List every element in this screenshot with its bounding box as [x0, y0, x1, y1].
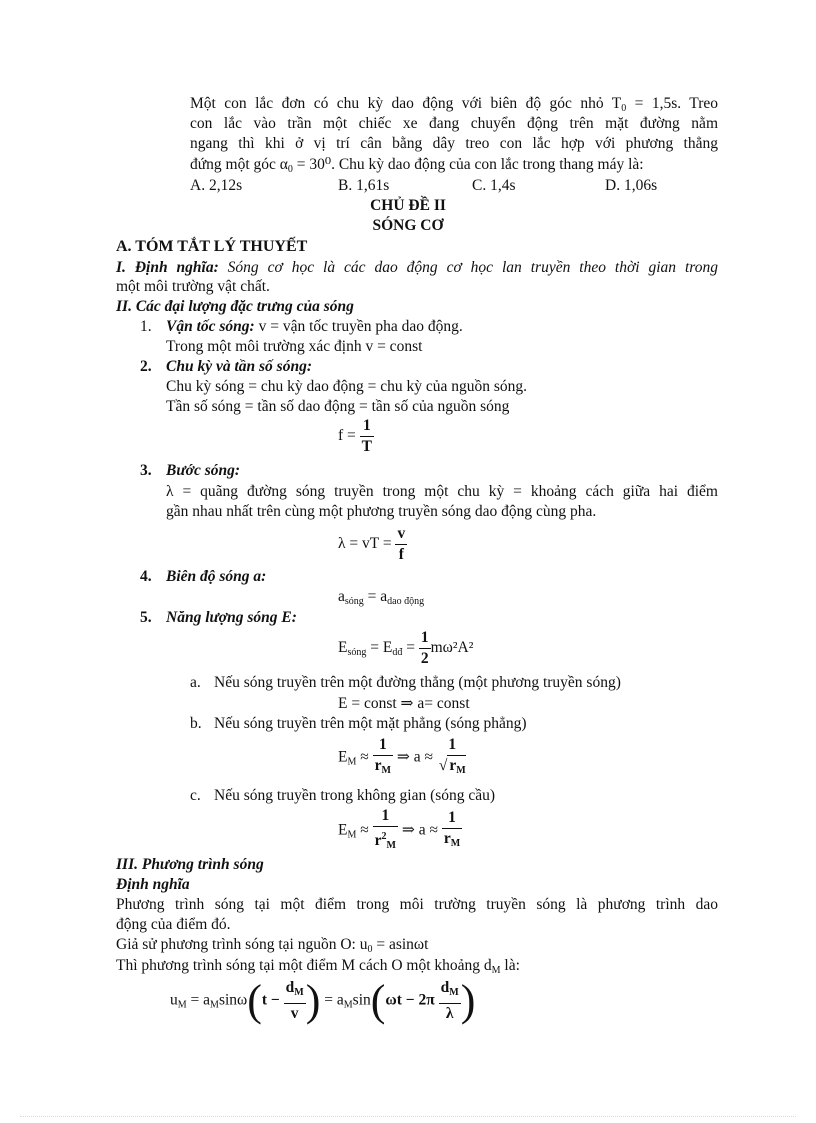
item-2 — [140, 357, 312, 377]
section-3-line-4-end: là: — [500, 957, 520, 974]
freq-denominator: T — [361, 438, 372, 455]
wave-num-2 — [439, 978, 461, 1003]
case-b-sqrt — [447, 755, 465, 781]
left-paren-1: ( — [247, 976, 262, 1025]
freq-numerator: 1 — [362, 417, 371, 434]
wavelength-fraction — [395, 524, 407, 565]
case-b-num-2: 1 — [448, 736, 457, 753]
case-c-r2-sub: M — [450, 838, 461, 849]
case-b-den-1 — [373, 755, 393, 781]
case-b-den-2: √ $r_M$ — [437, 755, 468, 781]
option-a: A. 2,12s — [190, 177, 243, 194]
case-c-den-2 — [442, 828, 462, 854]
wave-den-2: λ — [439, 1003, 461, 1024]
freq-fraction — [360, 416, 374, 457]
energy-equation — [338, 628, 473, 669]
definition-heading: I. Định nghĩa: — [116, 259, 219, 276]
chapter-title: CHỦ ĐỀ II — [370, 197, 446, 214]
wave-eq-a: = a — [186, 991, 211, 1009]
intro-line-3: ngang thì khi ở vị trí cân bằng dây treo con lắc hợp với phương thẳng — [190, 135, 718, 152]
section-3-line-4-text: Thì phương trình sóng tại một điểm M cách O một khoảng d — [116, 957, 492, 974]
case-b-r: r — [374, 757, 382, 774]
item-2-line-1: Chu kỳ sóng = chu kỳ dao động = chu kỳ của nguồn sóng. — [166, 378, 528, 395]
case-c-r-sup: 2 — [381, 831, 387, 842]
t0-subscript: 0 — [621, 103, 627, 114]
case-c-r: r — [374, 832, 382, 849]
wave-d-2-sub: M — [449, 987, 459, 998]
amp-lhs-sub: sóng — [344, 596, 364, 607]
case-c-E: E — [338, 821, 348, 839]
energy-denominator: 2 — [420, 650, 429, 667]
section-3-line-3-end: = asinωt — [372, 936, 429, 953]
case-b-sqrt-r: r — [449, 757, 457, 774]
case-a — [190, 673, 621, 693]
section-a-heading: A. TÓM TẮT LÝ THUYẾT — [116, 238, 308, 255]
item-1-number: 1. — [140, 318, 152, 335]
item-5-number: 5. — [140, 609, 152, 626]
case-b-sqrt-sub: M — [456, 765, 466, 776]
case-a-equation: E = const ⇒ a= const — [338, 695, 470, 712]
item-1-line-2: Trong một môi trường xác định v = const — [166, 338, 423, 355]
wavelength-denominator: f — [395, 544, 407, 565]
case-b-num-1: 1 — [378, 736, 387, 753]
energy-fraction — [419, 628, 431, 669]
dm-subscript: M — [491, 965, 501, 976]
item-5-title: Năng lượng sóng E: — [166, 609, 297, 626]
section-2-heading: II. Các đại lượng đặc trưng của sóng — [116, 298, 354, 315]
definition-line-1 — [116, 258, 718, 278]
amp-rhs-sub: dao động — [387, 596, 425, 607]
wave-u-sub: M — [177, 999, 187, 1011]
case-b-r-sub: M — [381, 765, 391, 776]
energy-rhs: mω²A² — [430, 639, 474, 657]
item-1-title: Vận tốc sóng: — [166, 318, 255, 335]
case-c-approx: ≈ — [356, 821, 369, 839]
intro-line-4-text: đứng một góc α — [190, 156, 288, 173]
case-c-r2: r — [443, 830, 451, 847]
item-1 — [140, 317, 463, 337]
wavelength-equation — [338, 524, 407, 565]
wave-sinw: sinω — [218, 991, 248, 1009]
definition-text: Sóng cơ học là các dao động cơ học lan truyền theo thời gian trong — [218, 259, 718, 276]
case-c-implies: ⇒ a ≈ — [401, 821, 438, 839]
item-3-line-2: gần nhau nhất trên cùng một phương truyền sóng dao động cùng pha. — [166, 503, 597, 520]
wave-sin: sin — [352, 991, 371, 1009]
case-c — [190, 786, 495, 806]
energy-mid-sub: dđ — [392, 647, 403, 659]
section-3-line-3-text: Giả sử phương trình sóng tại nguồn O: u — [116, 936, 368, 953]
alpha0-subscript: 0 — [287, 164, 293, 175]
item-2-number: 2. — [140, 358, 152, 375]
intro-line-4 — [190, 155, 644, 180]
item-3-line-1: λ = quãng đường sóng truyền trong một chu kỳ = khoảng cách giữa hai điểm — [166, 483, 718, 500]
energy-lhs-sub: sóng — [347, 647, 367, 659]
case-c-text: Nếu sóng truyền trong không gian (sóng cầu) — [214, 787, 496, 804]
wave-a-sub: M — [210, 999, 219, 1011]
case-c-fraction-1 — [373, 806, 398, 856]
wavelength-lhs: λ = vT = — [338, 535, 392, 553]
case-c-num-1: 1 — [381, 807, 390, 824]
case-c-E-sub: M — [347, 829, 357, 841]
case-b-label: b. — [190, 715, 202, 732]
section-3-line-1: Phương trình sóng tại một điểm trong môi trường truyền sóng là phương trình dao — [116, 896, 718, 913]
energy-eq: = — [402, 639, 415, 657]
item-3 — [140, 461, 240, 481]
item-2-title: Chu kỳ và tần số sóng: — [166, 358, 312, 375]
right-paren-1: ) — [305, 976, 321, 1025]
wave-d-1-sub: M — [294, 987, 304, 998]
wave-d-1: d — [285, 979, 295, 996]
wave-fraction-2 — [439, 978, 461, 1024]
wavelength-numerator: v — [397, 525, 406, 542]
intro-line-4-end: = 30⁰. Chu kỳ dao động của con lắc trong thang máy là: — [292, 156, 644, 173]
item-1-text: v = vận tốc truyền pha dao động. — [254, 318, 463, 335]
case-b-fraction-2 — [437, 735, 468, 781]
wave-wt: ωt − 2π — [385, 991, 435, 1009]
item-5 — [140, 608, 297, 628]
energy-mid: = E — [366, 639, 393, 657]
section-3-line-2: động của điểm đó. — [116, 916, 231, 933]
right-paren-2: ) — [460, 976, 476, 1025]
wave-num-1 — [284, 978, 306, 1003]
case-c-label: c. — [190, 787, 201, 804]
amp-mid: = a — [363, 588, 388, 605]
item-4 — [140, 567, 266, 587]
u0-subscript: 0 — [367, 944, 373, 955]
definition-line-2: một môi trường vật chất. — [116, 278, 270, 295]
case-c-r-sub: M — [386, 840, 396, 851]
item-4-number: 4. — [140, 568, 152, 585]
case-b-E: E — [338, 748, 348, 766]
page-bottom-rule — [20, 1116, 796, 1117]
intro-line-2: con lắc vào trần một chiếc xe đang chuyển động trên mặt đường nằm — [190, 115, 718, 132]
freq-lhs: f = — [338, 427, 356, 445]
case-b-approx: ≈ — [356, 748, 369, 766]
wave-u: u — [170, 991, 178, 1009]
frequency-equation — [338, 416, 374, 457]
wave-den-1: v — [284, 1003, 306, 1024]
wave-equation — [170, 978, 475, 1024]
section-3-subheading: Định nghĩa — [116, 876, 190, 893]
item-3-number: 3. — [140, 462, 152, 479]
chapter-subtitle: SÓNG CƠ — [372, 217, 444, 234]
case-b-implies: ⇒ a ≈ — [396, 748, 433, 766]
case-b-equation — [338, 735, 468, 781]
case-c-equation — [338, 806, 462, 856]
case-b-text: Nếu sóng truyền trên một mặt phẳng (sóng phẳng) — [214, 715, 527, 732]
wave-eq-a-2: = a — [320, 991, 344, 1009]
case-b-E-sub: M — [347, 756, 357, 768]
case-b-fraction-1 — [373, 735, 393, 781]
amplitude-equation — [338, 588, 424, 607]
intro-line-1-end: = 1,5s. Treo — [626, 95, 718, 112]
energy-numerator: 1 — [420, 629, 429, 646]
left-paren-2: ( — [370, 976, 386, 1025]
case-a-text: Nếu sóng truyền trên một đường thẳng (một phương truyền sóng) — [214, 674, 621, 691]
item-4-title: Biên độ sóng a: — [166, 568, 267, 585]
case-c-den-1 — [373, 826, 398, 856]
case-c-num-2: 1 — [448, 809, 456, 826]
wave-d-2: d — [440, 979, 450, 996]
amp-lhs: a — [338, 588, 345, 605]
wave-t-minus: t − — [261, 991, 280, 1009]
case-a-label: a. — [190, 674, 201, 691]
energy-lhs: E — [338, 639, 348, 657]
option-c: C. 1,4s — [472, 177, 516, 194]
item-2-line-2: Tần số sóng = tần số dao động = tần số của nguồn sóng — [166, 398, 510, 415]
option-b: B. 1,61s — [338, 177, 390, 194]
wave-fraction-1 — [284, 978, 306, 1024]
option-d: D. 1,06s — [605, 177, 658, 194]
intro-line-1-text: Một con lắc đơn có chu kỳ dao động với biên độ góc nhỏ T — [190, 95, 622, 112]
case-b — [190, 714, 527, 734]
wave-a-2-sub: M — [343, 999, 353, 1011]
item-3-title: Bước sóng: — [166, 462, 241, 479]
section-3-heading: III. Phương trình sóng — [116, 856, 264, 873]
case-c-fraction-2 — [442, 808, 462, 854]
